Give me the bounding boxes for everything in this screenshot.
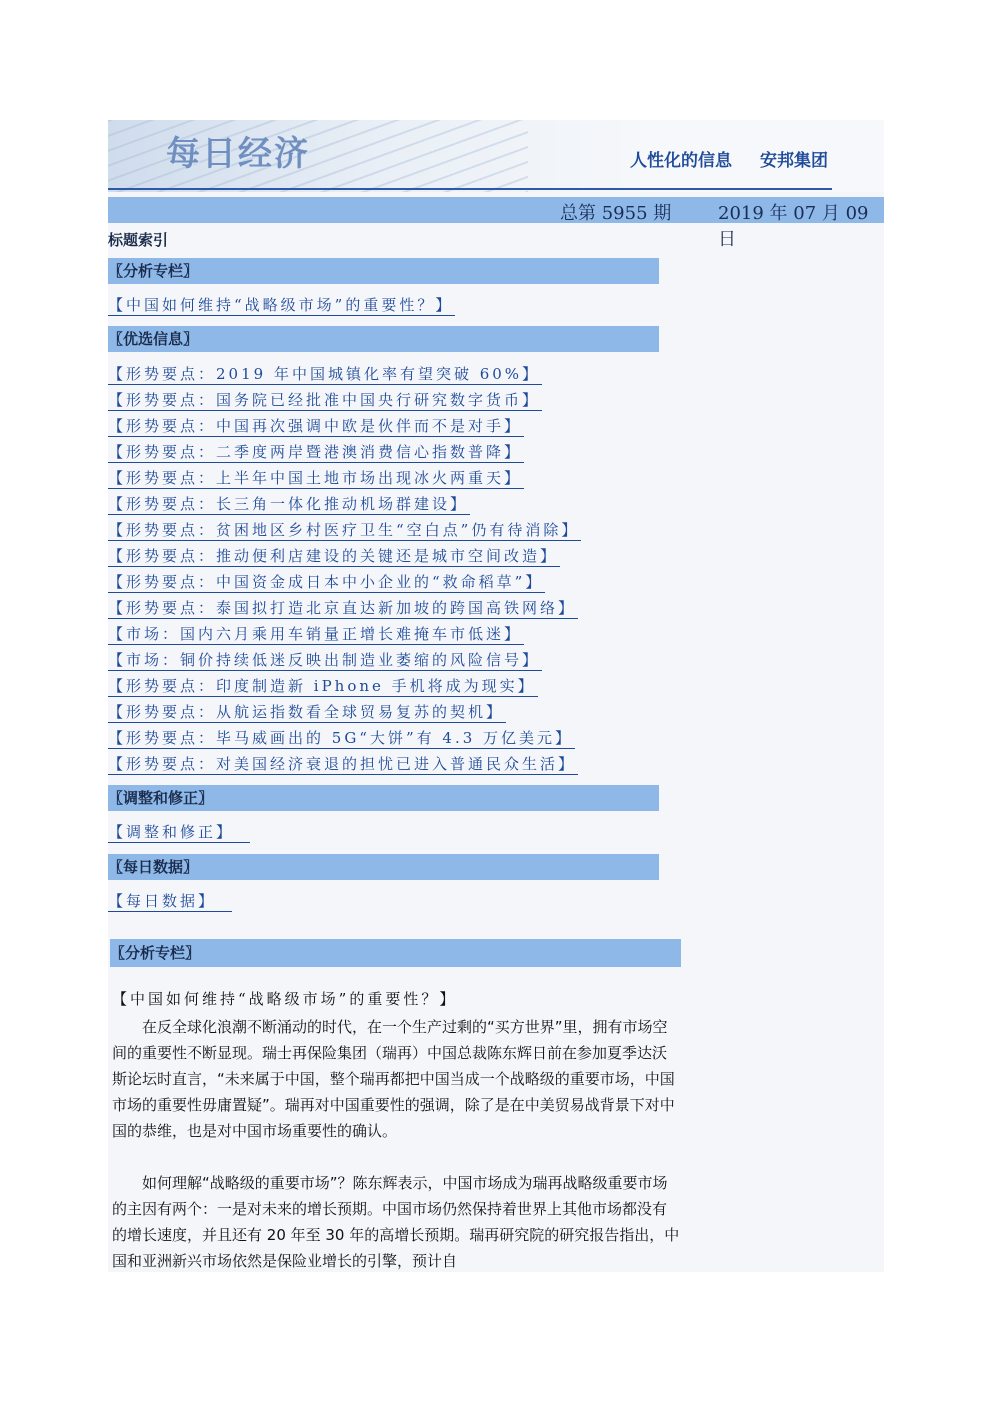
article-paragraph: 在反全球化浪潮不断涌动的时代，在一个生产过剩的“买方世界”里，拥有市场空间的重要性不断显现。瑞士再保险集团（瑞再）中国总裁陈东辉日前在参加夏季达沃斯论坛时直言，“未来属于中国，整个瑞再都把中国当成一个战略级的重要市场，中国市场的重要性毋庸置疑”。瑞再对中国重要性的强调，除了是在中美贸易战背景下对中国的恭维，也是对中国市场重要性的确认。 (112, 1018, 675, 1140)
index-link-featured[interactable]: 【形势要点：长三角一体化推动机场群建设】 (108, 495, 469, 513)
article-section-header: 〖分析专栏〗 (110, 939, 681, 967)
index-link-adjust[interactable]: 【调整和修正】 (108, 822, 250, 843)
index-heading: 标题索引 (108, 231, 169, 249)
index-link-featured[interactable]: 【形势要点：贫困地区乡村医疗卫生“空白点”仍有待消除】 (108, 521, 580, 539)
index-link-featured[interactable]: 【形势要点：印度制造新 iPhone 手机将成为现实】 (108, 677, 536, 695)
article-paragraph: 如何理解“战略级的重要市场”？陈东辉表示，中国市场成为瑞再战略级重要市场的主因有两个：一是对未来的增长预期。中国市场仍然保持着世界上其他市场都没有的增长速度，并且还有 20 年至 30 年的高增长预期。瑞再研究院的研究报告指出，中国和亚洲新兴市场依然是保险业增长的引擎，预计自 (112, 1174, 680, 1270)
section-header-adjust: 〖调整和修正〗 (108, 785, 659, 811)
index-link-featured[interactable]: 【市场：铜价持续低迷反映出制造业萎缩的风险信号】 (108, 651, 541, 669)
index-link-featured[interactable]: 【形势要点：中国资金成日本中小企业的“救命稻草”】 (108, 573, 544, 591)
index-link-analysis[interactable]: 【中国如何维持“战略级市场”的重要性？】 (108, 296, 454, 314)
section-header-featured: 〖优选信息〗 (108, 326, 659, 352)
issue-number: 总第 5955 期 (560, 203, 672, 224)
index-link-featured[interactable]: 【形势要点：2019 年中国城镇化率有望突破 60%】 (108, 365, 541, 383)
index-link-featured[interactable]: 【形势要点：对美国经济衰退的担忧已进入普通民众生活】 (108, 755, 577, 773)
section-header-analysis: 〖分析专栏〗 (108, 258, 659, 284)
index-link-featured[interactable]: 【形势要点：二季度两岸暨港澳消费信心指数普降】 (108, 443, 523, 461)
index-link-featured[interactable]: 【形势要点：中国再次强调中欧是伙伴而不是对手】 (108, 417, 523, 435)
index-link-featured[interactable]: 【形势要点：上半年中国土地市场出现冰火两重天】 (108, 469, 523, 487)
issue-date: 2019 年 07 月 09 日 (718, 203, 869, 250)
section-header-daily: 〖每日数据〗 (108, 854, 659, 880)
banner-divider (108, 188, 832, 190)
index-link-featured[interactable]: 【市场：国内六月乘用车销量正增长难掩车市低迷】 (108, 625, 523, 643)
masthead-slogan: 人性化的信息 (630, 151, 732, 171)
index-link-featured[interactable]: 【形势要点：泰国拟打造北京直达新加坡的跨国高铁网络】 (108, 599, 577, 617)
masthead-title: 每日经济 (166, 134, 310, 174)
index-link-featured[interactable]: 【形势要点：毕马威画出的 5G“大饼”有 4.3 万亿美元】 (108, 729, 574, 747)
article-title: 【中国如何维持“战略级市场”的重要性？】 (112, 990, 458, 1008)
masthead-banner (108, 120, 884, 192)
index-link-featured[interactable]: 【形势要点：推动便利店建设的关键还是城市空间改造】 (108, 547, 559, 565)
masthead-publisher: 安邦集团 (760, 151, 828, 171)
index-link-daily[interactable]: 【每日数据】 (108, 891, 232, 912)
index-link-featured[interactable]: 【形势要点：从航运指数看全球贸易复苏的契机】 (108, 703, 505, 721)
index-link-featured[interactable]: 【形势要点：国务院已经批准中国央行研究数字货币】 (108, 391, 541, 409)
